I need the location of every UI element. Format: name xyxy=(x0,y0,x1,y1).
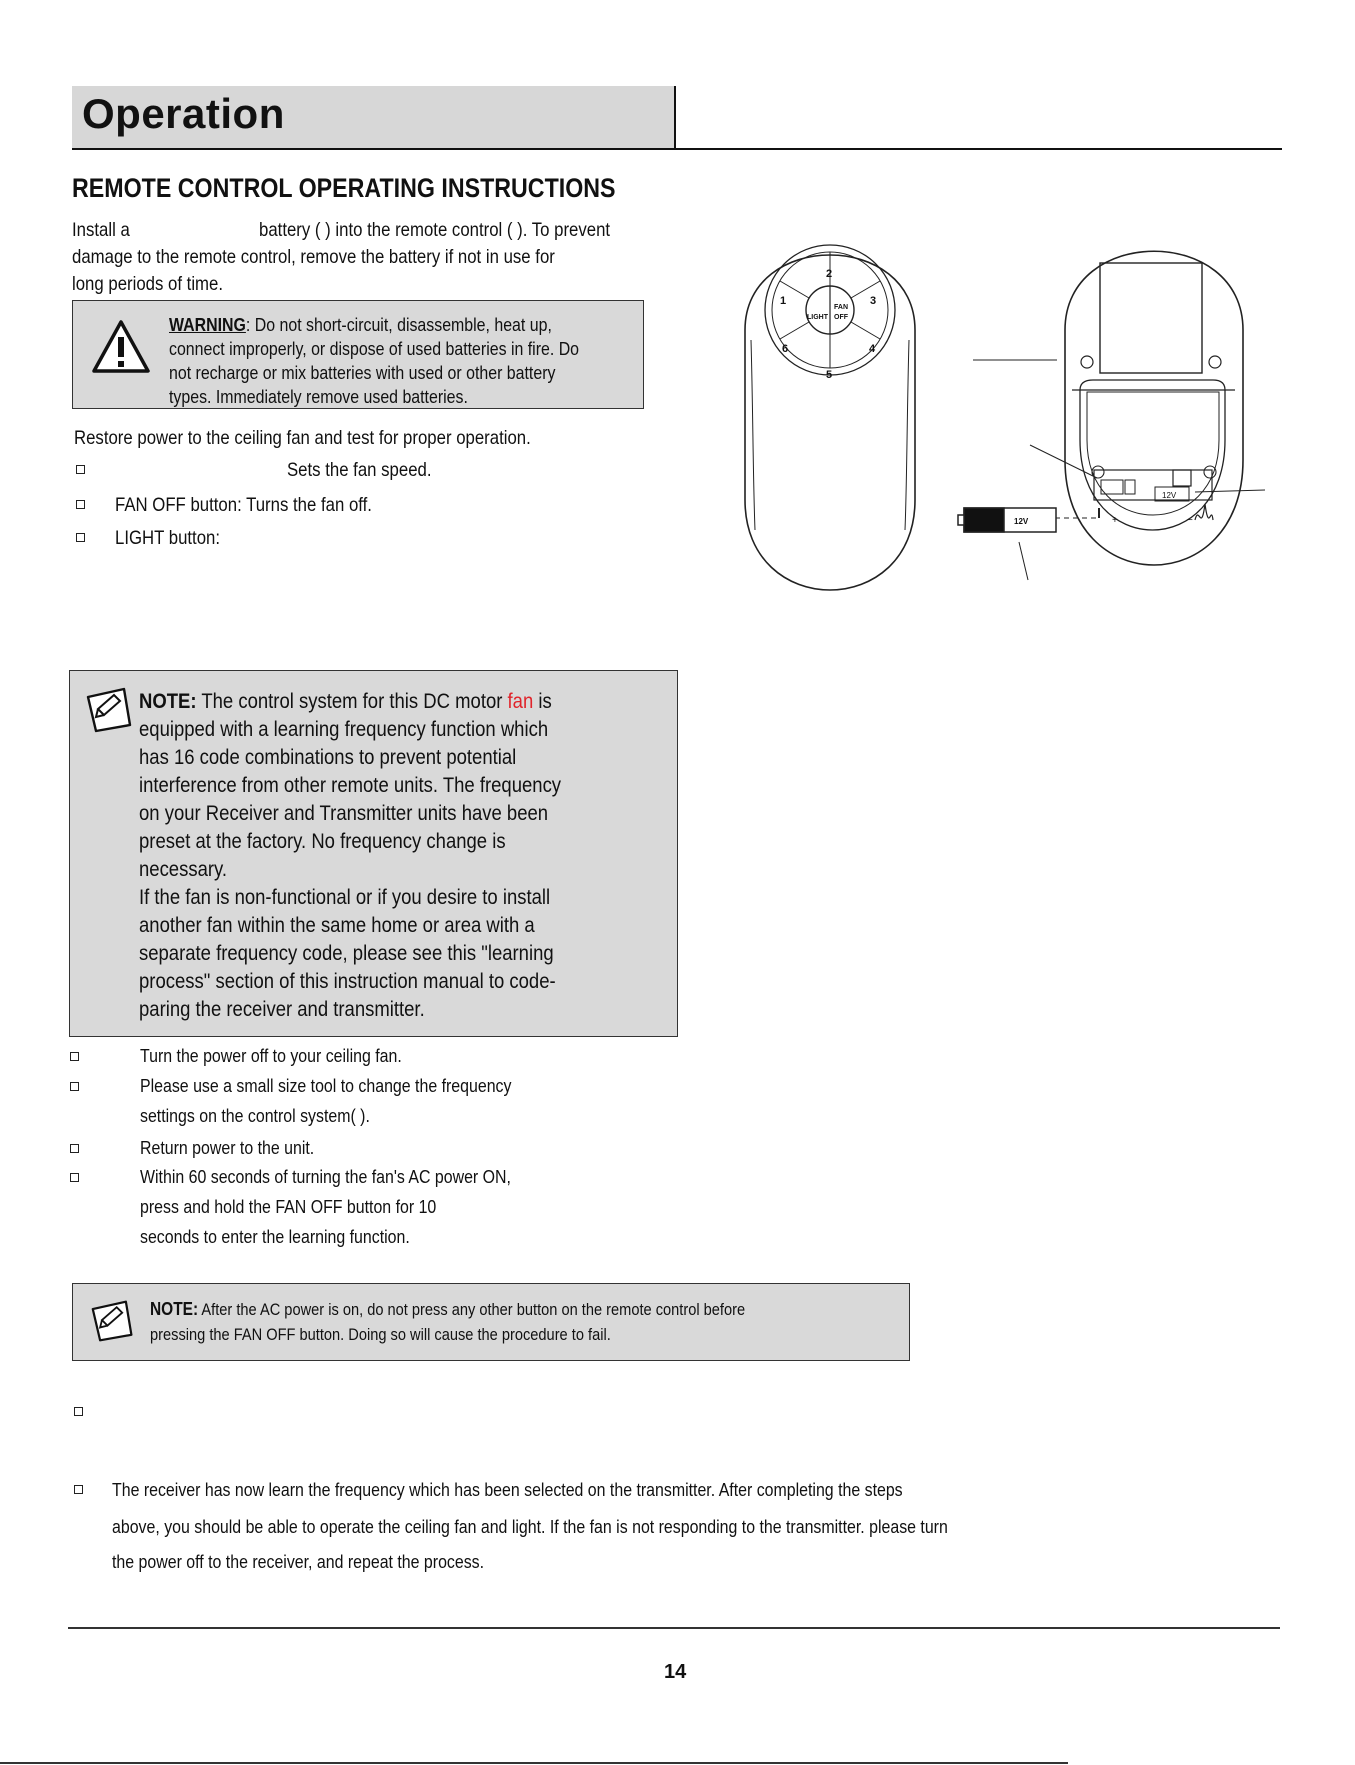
step-1: Turn the power off to your ceiling fan. xyxy=(140,1045,402,1066)
remote-btn-6: 6 xyxy=(782,343,789,355)
note-pad-icon xyxy=(89,1298,137,1344)
header-rule xyxy=(72,148,1282,150)
bottom-rule xyxy=(0,1762,1068,1764)
note1-label: NOTE: xyxy=(139,689,197,713)
list-checkbox xyxy=(70,1052,79,1061)
list-checkbox xyxy=(70,1144,79,1153)
battery-label: 12V xyxy=(1014,517,1029,526)
list-checkbox xyxy=(70,1173,79,1182)
note1-line-1 xyxy=(139,687,552,715)
compartment-label: 12V xyxy=(1162,491,1177,500)
list-checkbox xyxy=(74,1485,83,1494)
note1-text-fan: fan xyxy=(507,689,534,713)
note-pad-icon xyxy=(84,685,136,735)
remote-btn-4: 4 xyxy=(869,343,876,355)
step-2-line-2: settings on the control system( ). xyxy=(140,1105,370,1126)
warning-line-2: connect improperly, or dispose of used batteries in fire. Do xyxy=(169,338,580,359)
intro-line-2: damage to the remote control, remove the battery if not in use for xyxy=(72,246,555,268)
remote-fan-label: FAN xyxy=(834,304,848,311)
intro-line-1a: Install a xyxy=(72,219,130,241)
note1-line-9: another fan within the same home or area with a xyxy=(139,913,535,937)
page-title: Operation xyxy=(82,90,285,137)
warning-text-1: : Do not short-circuit, disassemble, heat up, xyxy=(245,314,552,335)
note1-line-3: has 16 code combinations to prevent potential xyxy=(139,745,517,769)
remote-light-label: LIGHT xyxy=(807,314,828,321)
note-box-warning-order xyxy=(72,1283,910,1361)
intro-line-3: long periods of time. xyxy=(72,273,224,295)
list-checkbox xyxy=(74,1407,83,1416)
remote-btn-2: 2 xyxy=(826,268,833,280)
remote-btn-1: 1 xyxy=(780,295,787,307)
compartment-plus: + xyxy=(1112,515,1118,526)
list-checkbox xyxy=(76,533,85,542)
remote-control-diagram xyxy=(725,240,1285,610)
restore-text: Restore power to the ceiling fan and test for proper operation. xyxy=(74,427,531,449)
note2-text-1: After the AC power is on, do not press any other button on the remote control before xyxy=(201,1300,746,1319)
footer-rule xyxy=(68,1627,1280,1629)
remote-btn-5: 5 xyxy=(826,369,833,381)
list-checkbox xyxy=(70,1082,79,1091)
warning-line-3: not recharge or mix batteries with used or other battery xyxy=(169,362,556,383)
warning-line-4: types. Immediately remove used batteries. xyxy=(169,386,468,407)
note2-line-1 xyxy=(150,1296,745,1323)
step-3: Return power to the unit. xyxy=(140,1137,315,1158)
remote-off-label: OFF xyxy=(834,314,848,321)
note1-line-2: equipped with a learning frequency function which xyxy=(139,717,549,741)
compartment-minus: − xyxy=(1187,515,1193,526)
step-4-line-3: seconds to enter the learning function. xyxy=(140,1226,410,1247)
note1-text-1b: is xyxy=(538,689,552,713)
note2-label: NOTE: xyxy=(150,1299,199,1319)
note1-line-11: process" section of this instruction manual to code- xyxy=(139,969,556,993)
note2-line-2: pressing the FAN OFF button. Doing so will cause the procedure to fail. xyxy=(150,1325,611,1344)
page-number: 14 xyxy=(664,1661,687,1683)
step-2-line-1: Please use a small size tool to change the frequency xyxy=(140,1075,512,1096)
note1-text-1a: The control system for this DC motor xyxy=(201,689,503,713)
note1-line-12: paring the receiver and transmitter. xyxy=(139,997,425,1021)
note1-line-5: on your Receiver and Transmitter units have been xyxy=(139,801,549,825)
intro-line-1b: battery ( ) into the remote control ( ). To prevent xyxy=(259,219,611,241)
note1-line-8: If the fan is non-functional or if you desire to install xyxy=(139,885,551,909)
final-line-1: The receiver has now learn the frequency which has been selected on the transmitter. After completing the steps xyxy=(112,1479,903,1500)
final-line-2: above, you should be able to operate the ceiling fan and light. If the fan is not responding to the transmitter. please turn xyxy=(112,1516,948,1537)
step-4-line-2: press and hold the FAN OFF button for 10 xyxy=(140,1196,437,1217)
warning-triangle-icon xyxy=(91,319,151,375)
warning-label: WARNING xyxy=(169,314,246,335)
note1-line-6: preset at the factory. No frequency change is xyxy=(139,829,506,853)
list-checkbox xyxy=(76,465,85,474)
final-line-3: the power off to the receiver, and repeat the process. xyxy=(112,1551,485,1572)
warning-box xyxy=(72,300,644,409)
remote-btn-3: 3 xyxy=(870,295,877,307)
list-checkbox xyxy=(76,500,85,509)
remote-front xyxy=(745,245,915,590)
list-item-light: LIGHT button: xyxy=(115,527,221,549)
battery-icon xyxy=(958,508,1056,532)
step-4-line-1: Within 60 seconds of turning the fan's AC power ON, xyxy=(140,1166,511,1187)
list-item-fan-off: FAN OFF button: Turns the fan off. xyxy=(115,494,372,516)
note1-line-7: necessary. xyxy=(139,857,228,881)
note1-line-10: separate frequency code, please see this "learning xyxy=(139,941,554,965)
section-title: REMOTE CONTROL OPERATING INSTRUCTIONS xyxy=(72,173,616,203)
note-box-learning xyxy=(69,670,678,1037)
note1-line-4: interference from other remote units. The frequency xyxy=(139,773,562,797)
list-item-speed: Sets the fan speed. xyxy=(287,459,432,481)
